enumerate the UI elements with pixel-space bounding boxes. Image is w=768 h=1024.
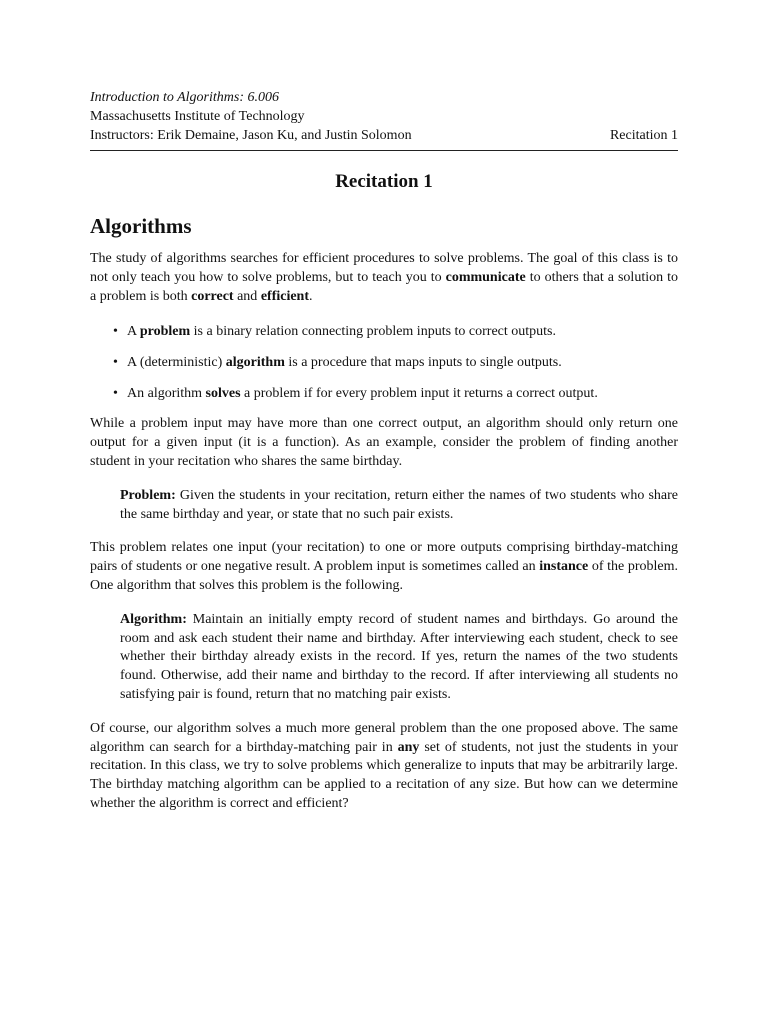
document-header xyxy=(90,88,678,151)
definition-list xyxy=(90,322,678,403)
list-item: • An algorithm solves a problem if for every problem input it returns a correct output. xyxy=(113,386,598,402)
generalization-paragraph: Of course, our algorithm solves a much more general problem than the one proposed above. The same algorithm can search for a birthday-matching pair in any set of students, not just the students in your recitation. In this class, we try to solve problems which generalize to inputs that may be arbitrarily large. The birthday matching algorithm can be applied to a recitation of any size. But how can we determine whether the algorithm is correct and efficient? xyxy=(90,720,679,811)
instance-paragraph: This problem relates one input (your recitation) to one or more outputs comprising birthday-matching pairs of students or one negative result. A problem input is sometimes called an instance of the problem. One algorithm that solves this problem is the following. xyxy=(90,540,679,593)
problem-block xyxy=(120,487,678,525)
recitation-label: Recitation 1 xyxy=(609,128,678,143)
algorithm-label: Algorithm: xyxy=(120,611,187,627)
list-item: • A problem is a binary relation connecting problem inputs to correct outputs. xyxy=(113,324,557,340)
course-name: Introduction to Algorithms: 6.006 xyxy=(90,90,279,105)
algorithm-block xyxy=(120,611,678,705)
header-instructors-row xyxy=(90,126,678,145)
header-rule xyxy=(90,150,678,151)
page-title: Recitation 1 xyxy=(335,171,433,192)
intro-paragraph: The study of algorithms searches for efficient procedures to solve problems. The goal of this class is to not only teach you how to solve problems, but to teach you to communicate to others that a solution to a problem is both correct and efficient. xyxy=(90,251,678,304)
instructors-line: Instructors: Erik Demaine, Jason Ku, and Justin Solomon xyxy=(90,128,412,143)
algorithm-text: Maintain an initially empty record of student names and birthdays. Go around the room and ask each student their name and birthday. After interviewing each student, check to see whether their birthday already exists in the record. If yes, return the names of the two students found. Otherwise, add their name and birthday to the record. If after interviewing all students no satisfying pair is found, return that no matching pair exists. xyxy=(120,611,678,702)
problem-label: Problem: xyxy=(120,487,176,503)
bullet-icon: • xyxy=(113,386,118,402)
problem-text: Given the students in your recitation, return either the names of two students who share the same birthday and year, or state that no such pair exists. xyxy=(120,487,678,522)
problem-intro-paragraph: While a problem input may have more than one correct output, an algorithm should only return one output for a given input (it is a function). As an example, consider the problem of finding another student in your recitation who shares the same birthday. xyxy=(90,416,678,469)
list-item: • A (deterministic) algorithm is a procedure that maps inputs to single outputs. xyxy=(113,355,562,371)
section-title: Algorithms xyxy=(90,214,192,238)
bullet-icon: • xyxy=(113,324,118,340)
institution-name: Massachusetts Institute of Technology xyxy=(90,109,305,124)
bullet-icon: • xyxy=(113,355,118,371)
document-page xyxy=(90,88,678,814)
